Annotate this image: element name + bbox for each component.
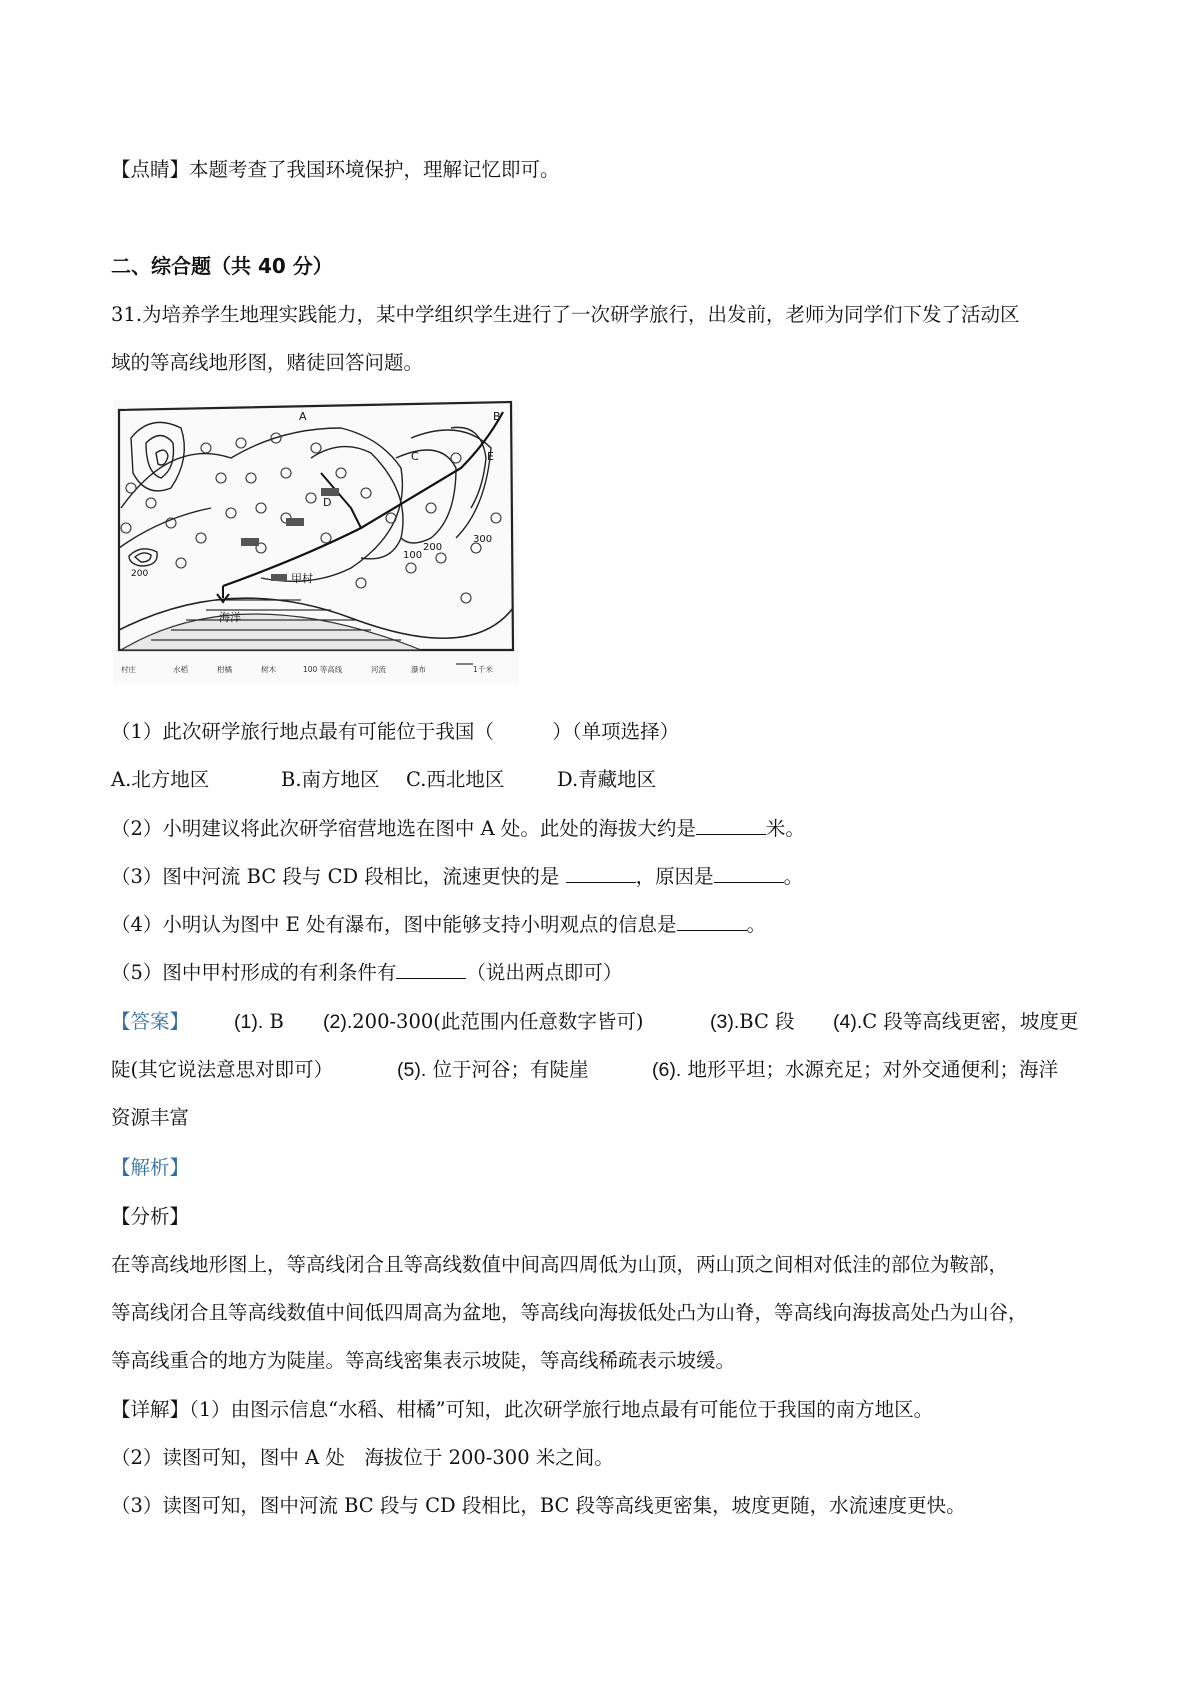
answer-item-1 — [234, 1012, 284, 1033]
answer-num: (3). — [710, 1011, 740, 1033]
xiangjie-line-3: （3）读图可知，图中河流 BC 段与 CD 段相比，BC 段等高线更密集，坡度更随，水流速度更快。 — [111, 1494, 966, 1517]
xiangjie-tag: 【详解】 — [111, 1398, 190, 1421]
answer-num: (2). — [323, 1011, 353, 1033]
question-stem-line1: 31.为培养学生地理实践能力，某中学组织学生进行了一次研学旅行，出发前，老师为同学们下发了活动区 — [111, 303, 1020, 326]
legend-scale: 1千米 — [473, 665, 493, 674]
map-contour-200: 200 — [423, 542, 443, 553]
dianjing-tag: 【点睛】 — [111, 158, 190, 181]
answer-blank — [566, 866, 636, 883]
map-label-b: B — [493, 410, 501, 423]
answer-text: C 段等高线更密，坡度更 — [862, 1010, 1079, 1033]
fenxi-tag: 【分析】 — [111, 1205, 190, 1228]
answer-line3: 资源丰富 — [111, 1106, 190, 1129]
answer-blank — [396, 962, 466, 979]
fenxi-line-1: 在等高线地形图上，等高线闭合且等高线数值中间高四周低为山顶，两山顶之间相对低洼的部位为鞍部， — [111, 1253, 1009, 1276]
jiexi-tag: 【解析】 — [111, 1156, 190, 1179]
legend-orange: 柑橘 — [217, 665, 232, 674]
sub-question-3-mid: ，原因是 — [635, 865, 714, 888]
sub-question-4 — [111, 914, 766, 935]
sub-question-4-text: （4）小明认为图中 E 处有瀑布，图中能够支持小明观点的信息是 — [111, 913, 677, 936]
map-label-e: E — [487, 450, 494, 463]
sub-question-5-text: （5）图中甲村形成的有利条件有 — [111, 961, 397, 984]
xiangjie-line-2: （2）读图可知，图中 A 处 海拔位于 200-300 米之间。 — [111, 1446, 614, 1469]
answer-text: 200-300(此范围内任意数字皆可) — [352, 1010, 644, 1033]
answer-num: (5). — [397, 1059, 427, 1081]
answer-tag: 【答案】 — [111, 1010, 190, 1033]
contour-map-figure — [111, 398, 521, 686]
answer-num: (4). — [833, 1011, 863, 1033]
xiangjie-line-1 — [111, 1400, 933, 1420]
fenxi-line-2: 等高线闭合且等高线数值中间低四周高为盆地，等高线向海拔低处凸为山脊，等高线向海拔高处凸为山谷， — [111, 1301, 1028, 1324]
fenxi-line-3: 等高线重合的地方为陡崖。等高线密集表示坡陡，等高线稀疏表示坡缓。 — [111, 1349, 736, 1372]
legend-river: 河流 — [371, 665, 386, 674]
answer-text: 位于河谷；有陡崖 — [432, 1058, 589, 1081]
sub-question-1: （1）此次研学旅行地点最有可能位于我国（ ）（单项选择） — [111, 720, 680, 743]
map-contour-200b: 200 — [131, 569, 149, 579]
answer-item-5 — [397, 1060, 588, 1081]
option-a: A.北方地区 — [111, 768, 210, 791]
answer-num: (6). — [652, 1059, 682, 1081]
answer-num: (1). — [234, 1011, 264, 1033]
dianjing-paragraph — [111, 160, 560, 180]
option-b: B.南方地区 — [281, 768, 380, 791]
answer-item-6 — [652, 1060, 1058, 1081]
legend-trees: 树木 — [261, 665, 276, 674]
option-c: C.西北地区 — [406, 768, 505, 791]
legend-village: 村庄 — [121, 665, 136, 674]
answer-text: 地形平坦；水源充足；对外交通便利；海洋 — [687, 1058, 1058, 1081]
legend-waterfall: 瀑布 — [411, 665, 426, 674]
map-ocean-label: 海洋 — [219, 611, 241, 624]
section-title: 二、综合题（共 40 分） — [111, 254, 333, 278]
map-village-label: 甲村 — [291, 572, 313, 585]
answer-blank — [677, 914, 747, 931]
option-d: D.青藏地区 — [557, 768, 657, 791]
sub-question-4-end: 。 — [746, 913, 767, 936]
answer-item-2 — [323, 1012, 644, 1033]
sub-question-3 — [111, 866, 803, 887]
dianjing-text: 本题考查了我国环境保护，理解记忆即可。 — [189, 158, 560, 181]
answer-item-3 — [710, 1012, 795, 1033]
sub-question-2 — [111, 818, 805, 839]
sub-question-3-text: （3）图中河流 BC 段与 CD 段相比，流速更快的是 — [111, 865, 566, 888]
answer-text: BC 段 — [739, 1010, 795, 1033]
xiangjie-text-1: （1）由图示信息“水稻、柑橘”可知，此次研学旅行地点最有可能位于我国的南方地区。 — [189, 1398, 934, 1421]
sub-question-3-end: 。 — [783, 865, 804, 888]
answer-item-4 — [833, 1012, 1078, 1033]
answer-blank — [714, 866, 784, 883]
legend-contour: 100 等高线 — [303, 665, 343, 674]
map-label-c: C — [411, 450, 419, 463]
map-label-a: A — [299, 410, 307, 423]
map-contour-100: 100 — [403, 550, 423, 561]
answer-line2: 陡(其它说法意思对即可） — [111, 1058, 334, 1081]
sub-question-5 — [111, 962, 622, 983]
map-label-d: D — [323, 496, 332, 509]
map-contour-300: 300 — [473, 534, 493, 545]
question-stem-line2: 域的等高线地形图，赌徒回答问题。 — [111, 351, 424, 374]
sub-question-2-unit: 米。 — [765, 817, 805, 840]
answer-text: B — [269, 1010, 284, 1033]
legend-rice: 水稻 — [173, 665, 188, 674]
sub-question-5-end: （说出两点即可） — [466, 961, 623, 984]
answer-blank — [696, 818, 766, 835]
sub-question-2-text: （2）小明建议将此次研学宿营地选在图中 A 处。此处的海拔大约是 — [111, 817, 696, 840]
